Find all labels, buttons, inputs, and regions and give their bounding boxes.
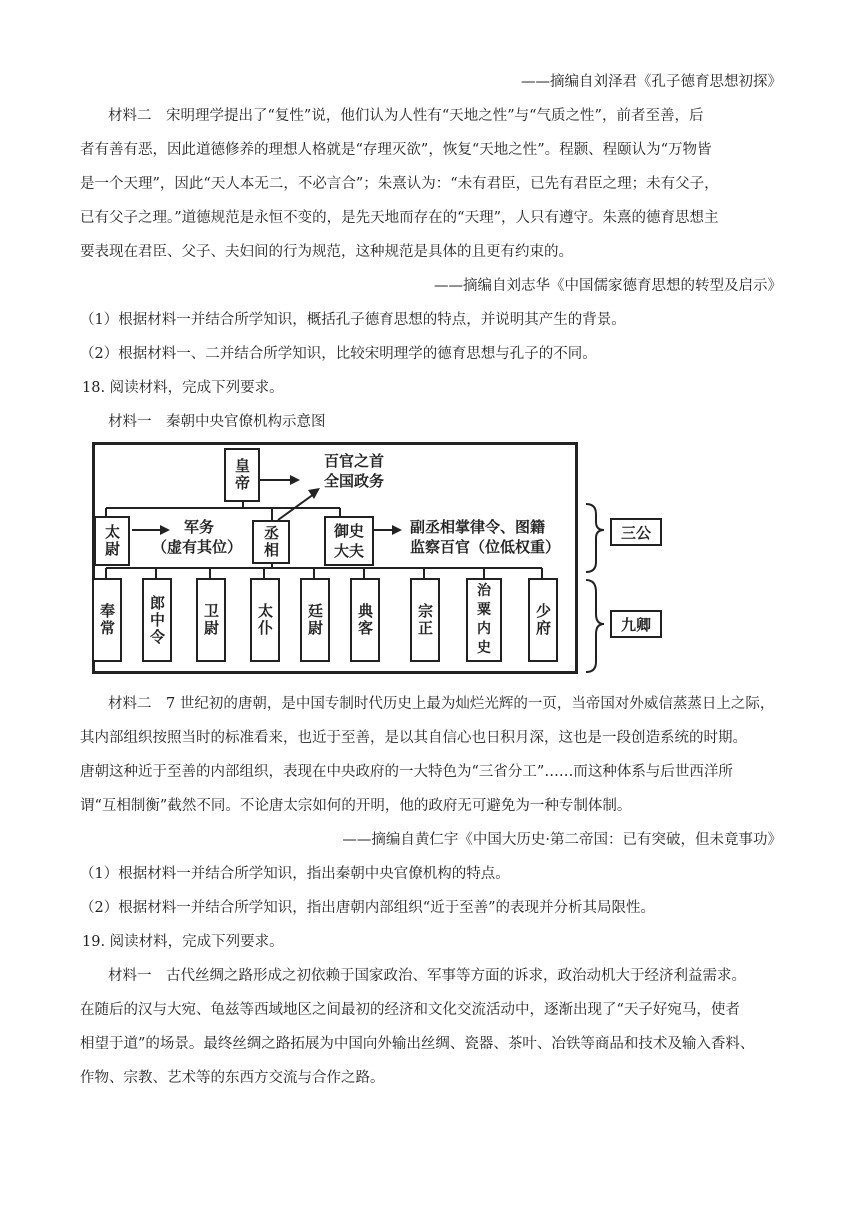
chengxiang-box: 丞相 bbox=[252, 520, 290, 564]
censor-label: 监察百官（位低权重） bbox=[410, 538, 561, 556]
material-two-line: 其内部组织按照当时的标准看来，也近于至善，是以其自信心也日积月深，这也是一段创造系统的时期。 bbox=[80, 730, 747, 746]
minister-box: 少府 bbox=[528, 578, 558, 662]
material-one-line: 在随后的汉与大宛、龟兹等西域地区之间最初的经济和文化交流活动中，逐渐出现了“天子好宛马，使者 bbox=[80, 1002, 740, 1018]
top-official-label: 全国政务 bbox=[324, 472, 385, 490]
military-label: 军务 bbox=[184, 518, 215, 536]
material-one-line: 材料一 古代丝绸之路形成之初依赖于国家政治、军事等方面的诉求，政治动机大于经济利益需求。 bbox=[108, 968, 746, 984]
source-citation: ——摘编自黄仁宇《中国大历史·第二帝国：已有突破，但未竟事功》 bbox=[342, 832, 782, 848]
question-item: （2）根据材料一、二并结合所学知识，比较宋明理学的德育思想与孔子的不同。 bbox=[80, 346, 597, 362]
material-two-line: 要表现在君臣、父子、夫妇间的行为规范，这种规范是具体的且更有约束的。 bbox=[80, 244, 573, 260]
minister-box: 廷尉 bbox=[300, 578, 330, 662]
material-two-line: 已有父子之理。”道德规范是永恒不变的，是先天地而存在的“天理”，人只有遵守。朱熹的德育思想主 bbox=[80, 210, 719, 226]
source-citation: ——摘编自刘志华《中国儒家德育思想的转型及启示》 bbox=[434, 278, 782, 294]
minister-box: 太仆 bbox=[250, 578, 280, 662]
sangong-label: 三公 bbox=[610, 518, 662, 546]
minister-box: 奉常 bbox=[92, 578, 122, 662]
jiuqing-label: 九卿 bbox=[610, 610, 662, 638]
material-two-line: 唐朝这种近于至善的内部组织，表现在中央政府的一大特色为“三省分工”……而这种体系与后世西洋所 bbox=[80, 764, 733, 780]
source-citation: ——摘编自刘泽君《孔子德育思想初探》 bbox=[521, 74, 782, 90]
material-two-line: 材料二 7 世纪初的唐朝，是中国专制时代历史上最为灿烂光辉的一页，当帝国对外威信蒸蒸日上之际， bbox=[108, 696, 775, 712]
military-label: （虚有其位） bbox=[152, 538, 243, 556]
question-item: （1）根据材料一并结合所学知识，概括孔子德育思想的特点，并说明其产生的背景。 bbox=[80, 312, 626, 328]
minister-box: 卫尉 bbox=[196, 578, 226, 662]
yushi-label: 御史大夫 bbox=[333, 522, 364, 560]
minister-box bbox=[466, 578, 502, 662]
diagram-connectors bbox=[92, 442, 692, 678]
top-official-label: 百官之首 bbox=[324, 452, 385, 470]
question-item: （1）根据材料一并结合所学知识，指出秦朝中央官僚机构的特点。 bbox=[80, 866, 510, 882]
censor-label: 副丞相掌律令、图籍 bbox=[410, 518, 546, 536]
taiwei-box: 太尉 bbox=[94, 516, 130, 566]
emperor-box: 皇帝 bbox=[224, 448, 260, 502]
minister-box: 宗正 bbox=[410, 578, 440, 662]
minister-box: 郎中令 bbox=[142, 578, 172, 662]
question-heading: 18. 阅读材料，完成下列要求。 bbox=[82, 380, 284, 396]
material-two-line: 是一个天理”，因此“天人本无二，不必言合”；朱熹认为：“未有君臣，已先有君臣之理；未有父子， bbox=[80, 176, 719, 192]
material-two-line: 材料二 宋明理学提出了“复性”说，他们认为人性有“天地之性”与“气质之性”，前者至善，后 bbox=[108, 108, 704, 124]
question-heading: 19. 阅读材料，完成下列要求。 bbox=[82, 934, 284, 950]
minister-label: 治粟内史 bbox=[477, 583, 491, 656]
material-one-line: 相望于道”的场景。最终丝绸之路拓展为中国向外输出丝绸、瓷器、茶叶、冶铁等商品和技术及输入香料、 bbox=[80, 1036, 755, 1052]
minister-box: 典客 bbox=[350, 578, 380, 662]
yushi-box bbox=[324, 516, 374, 566]
qin-bureaucracy-diagram bbox=[92, 442, 692, 678]
material-two-line: 者有善有恶，因此道德修养的理想人格就是“存理灭欲”，恢复“天地之性”。程颢、程颐认为“万物皆 bbox=[80, 142, 712, 158]
material-one-caption: 材料一 秦朝中央官僚机构示意图 bbox=[108, 414, 326, 430]
question-item: （2）根据材料一并结合所学知识，指出唐朝内部组织“近于至善”的表现并分析其局限性。 bbox=[80, 900, 656, 916]
material-one-line: 作物、宗教、艺术等的东西方交流与合作之路。 bbox=[80, 1070, 385, 1086]
material-two-line: 谓“互相制衡”截然不同。不论唐太宗如何的开明，他的政府无可避免为一种专制体制。 bbox=[80, 798, 632, 814]
